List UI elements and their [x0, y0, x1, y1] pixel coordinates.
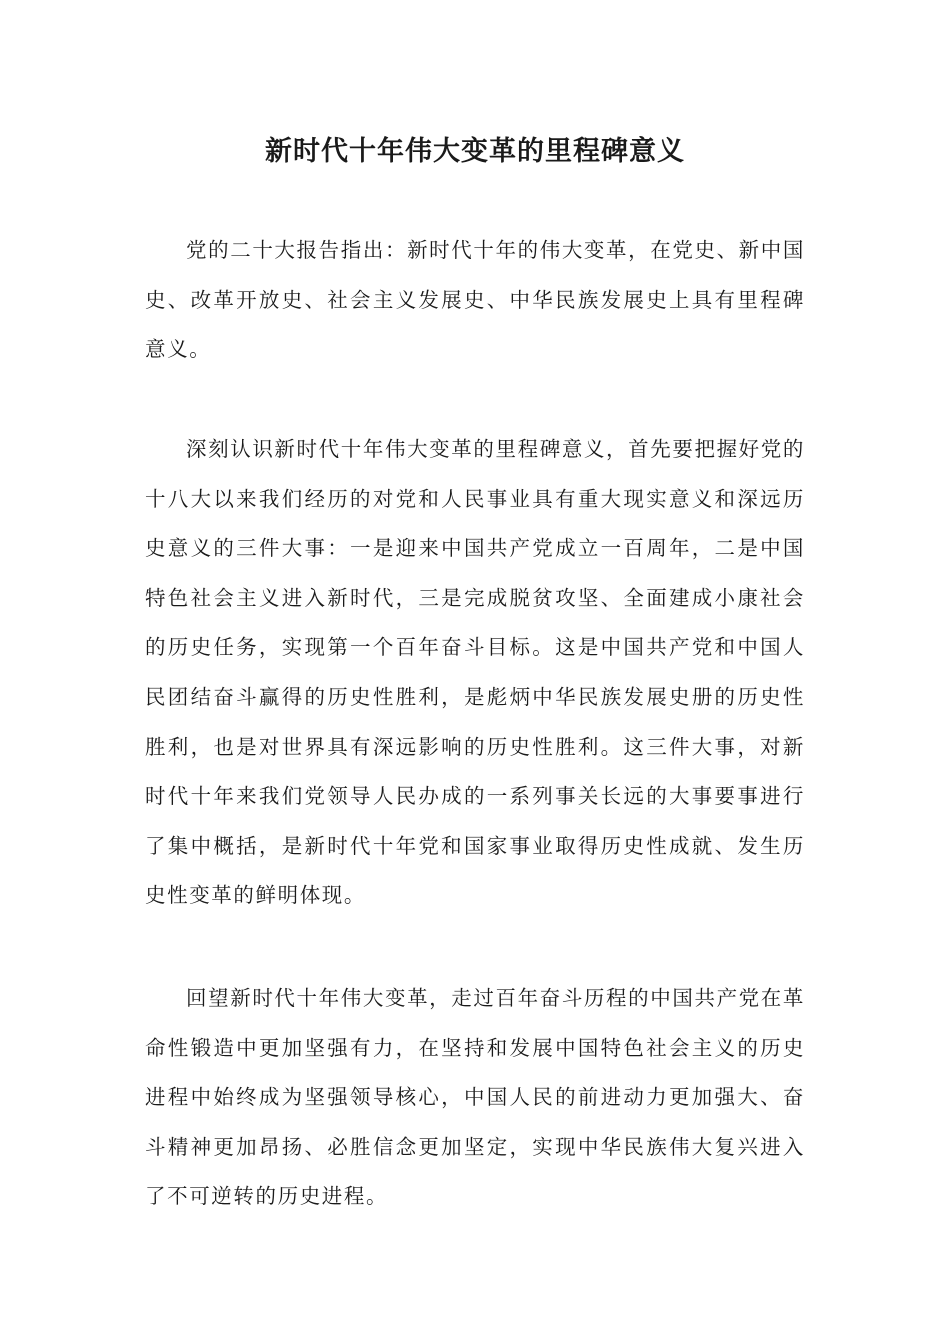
paragraph-3: 回望新时代十年伟大变革，走过百年奋斗历程的中国共产党在革命性锻造中更加坚强有力，在坚持和发展中国特色社会主义的历史进程中始终成为坚强领导核心，中国人民的前进动力更加强大、奋斗精神更加昂扬、必胜信念更加坚定，实现中华民族伟大复兴进入了不可逆转的历史进程。 [145, 986, 805, 1209]
document-title: 新时代十年伟大变革的里程碑意义 [265, 136, 685, 167]
paragraph-2: 深刻认识新时代十年伟大变革的里程碑意义，首先要把握好党的十八大以来我们经历的对党和人民事业具有重大现实意义和深远历史意义的三件大事：一是迎来中国共产党成立一百周年，二是中国特色社会主义进入新时代，三是完成脱贫攻坚、全面建成小康社会的历史任务，实现第一个百年奋斗目标。这是中国共产党和中国人民团结奋斗赢得的历史性胜利，是彪炳中华民族发展史册的历史性胜利，也是对世界具有深远影响的历史性胜利。这三件大事，对新时代十年来我们党领导人民办成的一系列事关长远的大事要事进行了集中概括，是新时代十年党和国家事业取得历史性成就、发生历史性变革的鲜明体现。 [145, 437, 805, 908]
paragraph-1: 党的二十大报告指出：新时代十年的伟大变革，在党史、新中国史、改革开放史、社会主义发展史、中华民族发展史上具有里程碑意义。 [145, 238, 805, 362]
